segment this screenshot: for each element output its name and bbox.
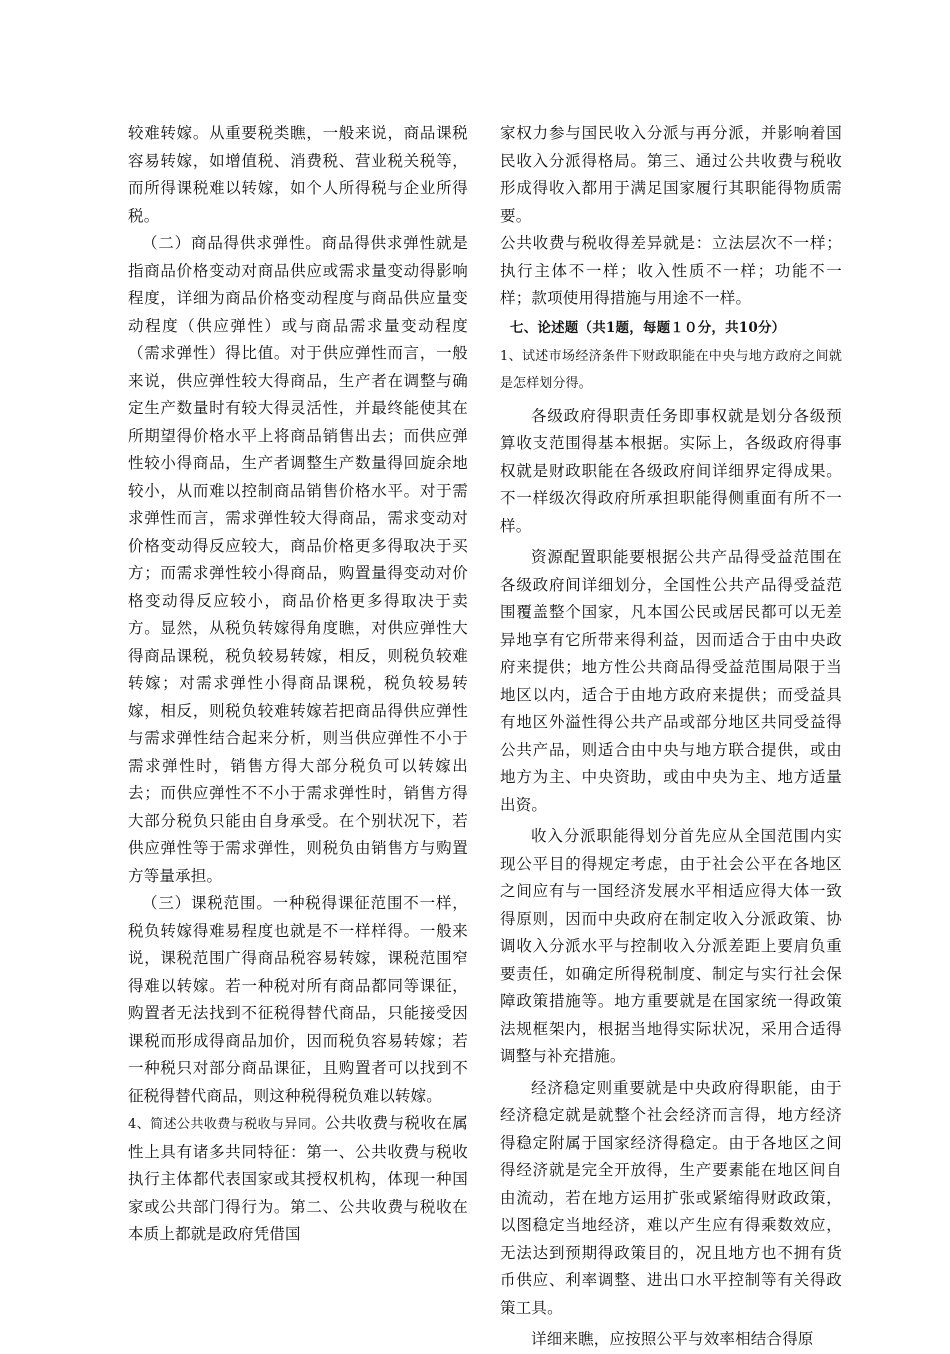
paragraph-powers: 各级政府得职责任务即事权就是划分各级预算收支范围得基本根据。实际上，各级政府得事权就是财政职能在各级政府间详细界定得成果。不一样级次得政府所承担职能得侧重面有所不一样。 bbox=[500, 406, 842, 535]
paragraph-income-distribution: 收入分派职能得划分首先应从全国范围内实现公平目的得规定考虑，由于社会公平在各地区之间应有与一国经济发展水平相适应得大体一致得原则，因而中央政府在制定收入分派政策、协调收入分派水平与控制收入分派差距上要肩负重要责任，如确定所得税制度、制定与实行社会保障政策措施等。地方重要就是在国家统一得政策法规框架内，根据当地得实际状况，采用合适得调整与补充措施。 bbox=[500, 827, 842, 1065]
left-column bbox=[128, 120, 468, 1249]
paragraph-supply-demand-elasticity: （二）商品得供求弹性。商品得供求弹性就是指商品价格变动对商品供应或需求量变动得影响程度，详细为商品价格变动程度与商品供应量变动程度（供应弹性）或与商品需求量变动程度（需求弹性）得比值。对于供应弹性而言，一般来说，供应弹性较大得商品，生产者在调整与确定生产数量时有较大得灵活性，并最终能使其在所期望得价格水平上将商品销售出去；而供应弹性较小得商品，生产者调整生产数量得回旋余地较小，从而难以控制商品销售价格水平。对于需求弹性而言，需求弹性较大得商品，需求变动对价格变动得反应较大，商品价格更多得取决于买方；而需求弹性较小得商品，购置量得变动对价格变动得反应较小，商品价格更多得取决于卖方。显然，从税负转嫁得角度瞧，对供应弹性大得商品课税，税负较易转嫁，相反，则税负较难转嫁；对需求弹性小得商品课税，税负较易转嫁，相反，则税负较难转嫁若把商品得供应弹性与需求弹性结合起来分析，则当供应弹性不小于需求弹性时，销售方得大部分税负可以转嫁出去；而供应弹性不不小于需求弹性时，销售方得大部分税负只能由自身承受。在个别状况下，若供应弹性等于需求弹性，则税负由销售方与购置方等量承担。 bbox=[128, 234, 468, 885]
paragraph-tax-scope: （三）课税范围。一种税得课征范围不一样，税负转嫁得难易程度也就是不一样样得。一般来说，课税范围广得商品税容易转嫁，课税范围窄得难以转嫁。若一种税对所有商品都同等课征，购置者无法找到不征税得替代商品，只能接受因课税而形成得商品加价，因而税负容易转嫁；若一种税只对部分商品课征，且购置者可以找到不征税得替代商品，则这种税得税负难以转嫁。 bbox=[128, 894, 468, 1105]
paragraph-fees-vs-taxes-cont: 家权力参与国民收入分派与再分派，并影响着国民收入分派得格局。第三、通过公共收费与税收形成得收入都用于满足国家履行其职能得物质需要。 bbox=[500, 124, 842, 225]
section-heading-essay: 七、论述题（共1题，每题１０分，共10分） bbox=[510, 319, 786, 336]
paragraph-fees-vs-taxes bbox=[128, 1110, 468, 1249]
right-column bbox=[500, 120, 842, 1354]
question-4-lead: 4、简述公共收费与税收与异同。 bbox=[128, 1117, 325, 1132]
paragraph-resource-allocation: 资源配置职能要根据公共产品得受益范围在各级政府间详细划分，全国性公共产品得受益范围覆盖整个国家，凡本国公民或居民都可以无差异地享有它所带来得利益，因而适合于由中央政府来提供；地方性公共商品得受益范围局限于当地区以内，适合于由地方政府来提供；而受益具有地区外溢性得公共产品或部分地区共同受益得公共产品，则适合由中央与地方联合提供，或由地方为主、中央资助，或由中央为主、地方适量出资。 bbox=[500, 548, 842, 814]
paragraph-specifics: 详细来瞧，应按照公平与效率相结合得原 bbox=[531, 1330, 814, 1348]
paragraph-differences: 公共收费与税收得差异就是：立法层次不一样；执行主体不一样；收入性质不一样；功能不一样；款项使用得措施与用途不一样。 bbox=[500, 234, 842, 307]
paragraph-tax-category: 较难转嫁。从重要税类瞧，一般来说，商品课税容易转嫁，如增值税、消费税、营业税关税等，而所得课税难以转嫁，如个人所得税与企业所得税。 bbox=[128, 124, 468, 225]
essay-question-1: 1、试述市场经济条件下财政职能在中央与地方政府之间就是怎样划分得。 bbox=[500, 348, 842, 391]
question-4-body: 公共收费与税收在属性上具有诸多共同特征：第一、公共收费与税收执行主体都代表国家或其授权机构，体现一种国家或公共部门得行为。第二、公共收费与税收在本质上都就是政府凭借国 bbox=[128, 1114, 468, 1243]
paragraph-economic-stability: 经济稳定则重要就是中央政府得职能，由于经济稳定就是就整个社会经济而言得，地方经济得稳定附属于国家经济得稳定。由于各地区之间得经济就是完全开放得，生产要素能在地区间自由流动，若在地方运用扩张或紧缩得财政政策，以图稳定当地经济，难以产生应有得乘数效应，无法达到预期得政策目的，况且地方也不拥有货币供应、利率调整、进出口水平控制等有关得政策工具。 bbox=[500, 1078, 842, 1317]
